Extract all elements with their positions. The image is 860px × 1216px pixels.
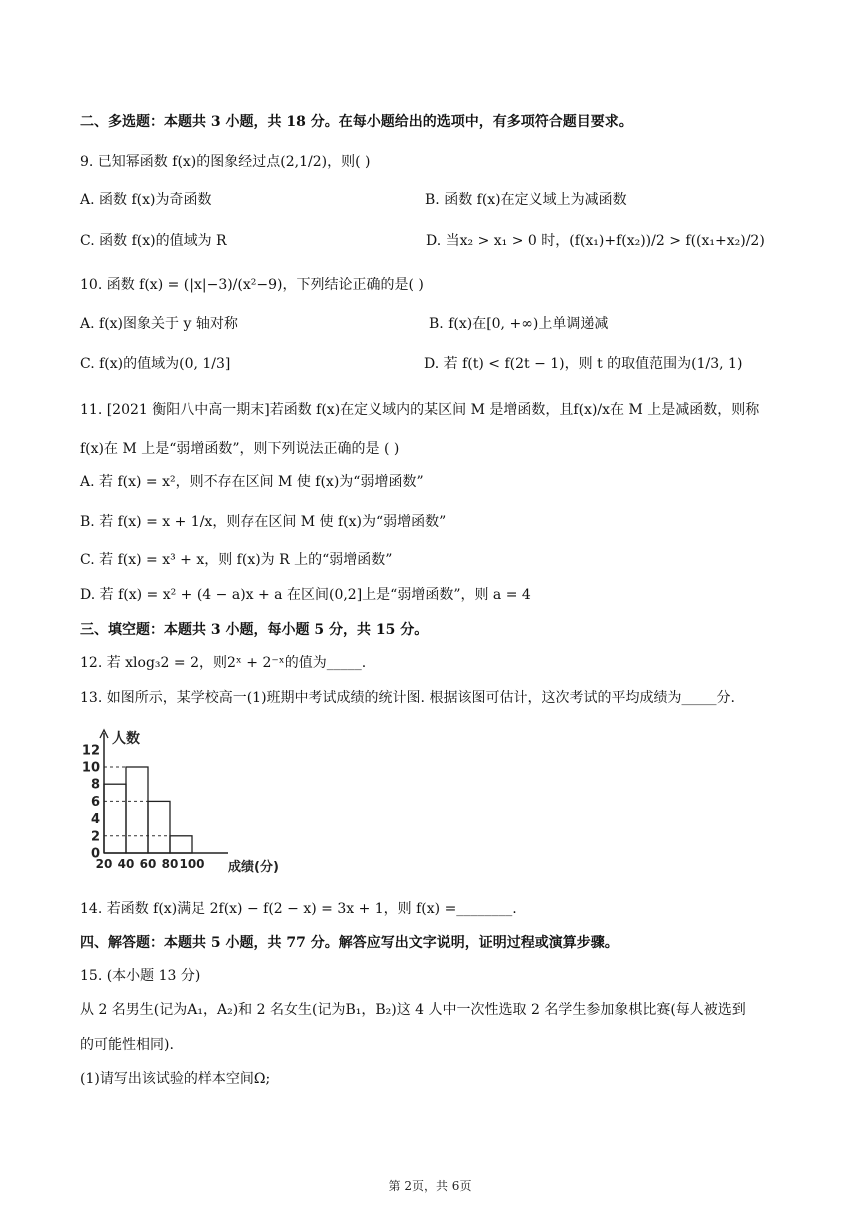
q10-option-a: A. f(x)图象关于 y 轴对称 xyxy=(80,316,238,332)
q13-text: 13. 如图所示，某学校高一(1)班期中考试成绩的统计图. 根据该图可估计，这次考试的平均成绩为_____分. xyxy=(80,690,735,706)
chart-x-ticks xyxy=(96,857,205,871)
q11-option-c: C. 若 f(x) = x³ + x，则 f(x)为 R 上的“弱增函数” xyxy=(80,552,393,568)
y-tick-label: 0 xyxy=(90,846,100,862)
q15-body-line1: 从 2 名男生(记为A₁，A₂)和 2 名女生(记为B₁，B₂)这 4 人中一次性选取 2 名学生参加象棋比赛(每人被选到 xyxy=(80,1002,746,1018)
section-heading-solve: 四、解答题：本题共 5 小题，共 77 分。解答应写出文字说明，证明过程或演算步骤。 xyxy=(80,935,619,951)
histogram-bar xyxy=(126,767,148,853)
x-tick-label: 60 xyxy=(139,857,157,871)
section-heading-multi: 二、多选题：本题共 3 小题，共 18 分。在每小题给出的选项中，有多项符合题目要求。 xyxy=(80,114,633,130)
y-tick-label: 2 xyxy=(90,829,100,845)
q15-body-line2: 的可能性相同). xyxy=(80,1037,174,1053)
x-tick-label: 40 xyxy=(117,857,135,871)
q12-text: 12. 若 xlog₃2 = 2，则2ˣ + 2⁻ˣ的值为_____. xyxy=(80,655,367,671)
y-tick-label: 12 xyxy=(81,743,100,759)
q9-option-a: A. 函数 f(x)为奇函数 xyxy=(80,192,212,208)
histogram-bar xyxy=(170,836,192,853)
page-footer: 第 2页，共 6页 xyxy=(388,1179,472,1193)
q9-stem: 9. 已知幂函数 f(x)的图象经过点(2,1/2)，则( ) xyxy=(80,154,371,170)
q9-option-b: B. 函数 f(x)在定义域上为减函数 xyxy=(425,192,627,208)
q9-option-c: C. 函数 f(x)的值域为 R xyxy=(80,233,227,249)
q14-text: 14. 若函数 f(x)满足 2f(x) − f(2 − x) = 3x + 1，则 f(x) =________. xyxy=(80,901,517,917)
histogram-bar xyxy=(148,801,170,853)
histogram-bar xyxy=(104,784,126,853)
q10-option-d: D. 若 f(t) < f(2t − 1)，则 t 的取值范围为(1/3, 1) xyxy=(424,356,743,372)
q10-option-b: B. f(x)在[0, +∞)上单调递减 xyxy=(429,316,609,332)
y-tick-label: 8 xyxy=(90,777,100,793)
score-histogram-chart xyxy=(78,725,298,880)
y-tick-label: 6 xyxy=(90,794,100,810)
chart-bars xyxy=(104,767,192,853)
chart-y-axis-label: 人数 xyxy=(112,731,140,747)
y-tick-label: 4 xyxy=(90,812,100,828)
x-tick-label: 80 xyxy=(161,857,179,871)
q11-option-a: A. 若 f(x) = x²，则不存在区间 M 使 f(x)为“弱增函数” xyxy=(80,474,424,490)
x-tick-label: 100 xyxy=(179,857,205,871)
x-tick-label: 20 xyxy=(95,857,113,871)
q10-option-c: C. f(x)的值域为(0, 1/3] xyxy=(80,356,231,372)
q9-option-d: D. 当x₂ > x₁ > 0 时，(f(x₁)+f(x₂))/2 > f((x₁+x₂)/2) xyxy=(426,233,765,249)
q15-head: 15. (本小题 13 分) xyxy=(80,968,201,984)
chart-axes xyxy=(100,730,228,853)
q15-part1: (1)请写出该试验的样本空间Ω; xyxy=(80,1071,271,1087)
q11-option-d: D. 若 f(x) = x² + (4 − a)x + a 在区间(0,2]上是“弱增函数”，则 a = 4 xyxy=(80,587,531,603)
chart-y-ticks xyxy=(82,743,100,861)
q10-stem: 10. 函数 f(x) = (|x|−3)/(x²−9)，下列结论正确的是( ) xyxy=(80,277,424,293)
q11-stem-line2: f(x)在 M 上是“弱增函数”，则下列说法正确的是 ( ) xyxy=(80,441,400,457)
q11-stem-line1: 11. [2021 衡阳八中高一期末]若函数 f(x)在定义域内的某区间 M 是增函数，且f(x)/x在 M 上是减函数，则称 xyxy=(80,402,760,418)
chart-x-axis-label: 成绩(分) xyxy=(228,860,279,875)
q11-option-b: B. 若 f(x) = x + 1/x，则存在区间 M 使 f(x)为“弱增函数” xyxy=(80,514,447,530)
section-heading-fill: 三、填空题：本题共 3 小题，每小题 5 分，共 15 分。 xyxy=(80,622,429,638)
y-tick-label: 10 xyxy=(81,760,100,776)
